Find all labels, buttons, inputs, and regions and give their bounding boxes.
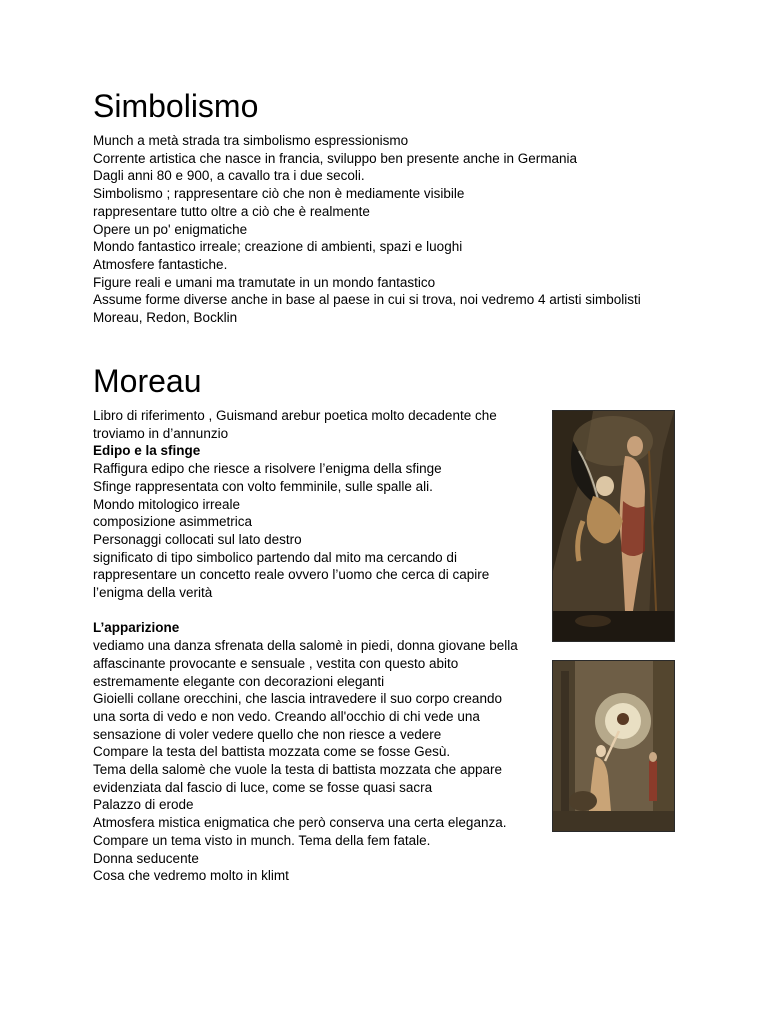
text-line: troviamo in d’annunzio [93, 425, 229, 441]
text-line: Sfinge rappresentata con volto femminile, sulle spalle ali. [93, 478, 433, 494]
subheading-edipo: Edipo e la sfinge [93, 443, 201, 459]
text-line: l’enigma della verità [93, 585, 213, 601]
simbolismo-text-block [93, 132, 641, 327]
text-line: Figure reali e umani ma tramutate in un mondo fantastico [93, 274, 436, 290]
text-line: Munch a metà strada tra simbolismo espressionismo [93, 133, 409, 148]
text-line: Libro di riferimento , Guismand arebur poetica molto decadente che [93, 408, 497, 423]
text-line: sensazione di voler vedere quello che non riesce a vedere [93, 726, 442, 742]
blank-line [93, 602, 518, 620]
apparition-illustration [553, 661, 674, 831]
section-title-moreau: Moreau [93, 363, 202, 399]
text-line: Corrente artistica che nasce in francia, sviluppo ben presente anche in Germania [93, 150, 578, 166]
text-line: Gioielli collane orecchini, che lascia intravedere il suo corpo creando [93, 691, 502, 707]
text-line: Mondo mitologico irreale [93, 496, 241, 512]
text-line: vediamo una danza sfrenata della salomè in piedi, donna giovane bella [93, 638, 518, 654]
text-line: una sorta di vedo e non vedo. Creando all'occhio di chi vede una [93, 708, 480, 724]
painting-oedipus-and-the-sphinx [552, 410, 675, 642]
text-line: Dagli anni 80 e 900, a cavallo tra i due secoli. [93, 168, 365, 184]
painting-the-apparition [552, 660, 675, 832]
text-line: Assume forme diverse anche in base al paese in cui si trova, noi vedremo 4 artisti simbolisti [93, 292, 641, 308]
text-line: evidenziata dal fascio di luce, come se fosse quasi sacra [93, 779, 433, 795]
text-line: Donna seducente [93, 850, 199, 866]
text-line: estremamente elegante con decorazioni eleganti [93, 673, 385, 689]
text-line: significato di tipo simbolico partendo dal mito ma cercando di [93, 549, 457, 565]
text-line: composizione asimmetrica [93, 514, 253, 530]
section-title-simbolismo: Simbolismo [93, 88, 259, 124]
text-line: rappresentare un concetto reale ovvero l’uomo che cerca di capire [93, 567, 490, 583]
oedipus-sphinx-illustration [553, 411, 674, 641]
text-line: affascinante provocante e sensuale , vestita con questo abito [93, 655, 459, 671]
text-line: Compare un tema visto in munch. Tema della fem fatale. [93, 832, 431, 848]
text-line: Raffigura edipo che riesce a risolvere l’enigma della sfinge [93, 461, 442, 477]
text-line: Compare la testa del battista mozzata come se fosse Gesù. [93, 744, 451, 760]
text-line: Palazzo di erode [93, 797, 194, 813]
text-line: Atmosfere fantastiche. [93, 256, 228, 272]
moreau-text-block [93, 407, 518, 885]
text-line: Moreau, Redon, Bocklin [93, 310, 238, 326]
text-line: Atmosfera mistica enigmatica che però conserva una certa eleganza. [93, 815, 507, 831]
text-line: Cosa che vedremo molto in klimt [93, 868, 289, 884]
text-line: Simbolismo ; rappresentare ciò che non è mediamente visibile [93, 186, 465, 202]
text-line: Mondo fantastico irreale; creazione di ambienti, spazi e luoghi [93, 239, 463, 255]
text-line: Personaggi collocati sul lato destro [93, 531, 302, 547]
subheading-apparizione: L’apparizione [93, 620, 180, 636]
text-line: Tema della salomè che vuole la testa di battista mozzata che appare [93, 762, 502, 778]
text-line: rappresentare tutto oltre a ciò che è realmente [93, 203, 370, 219]
text-line: Opere un po' enigmatiche [93, 221, 248, 237]
